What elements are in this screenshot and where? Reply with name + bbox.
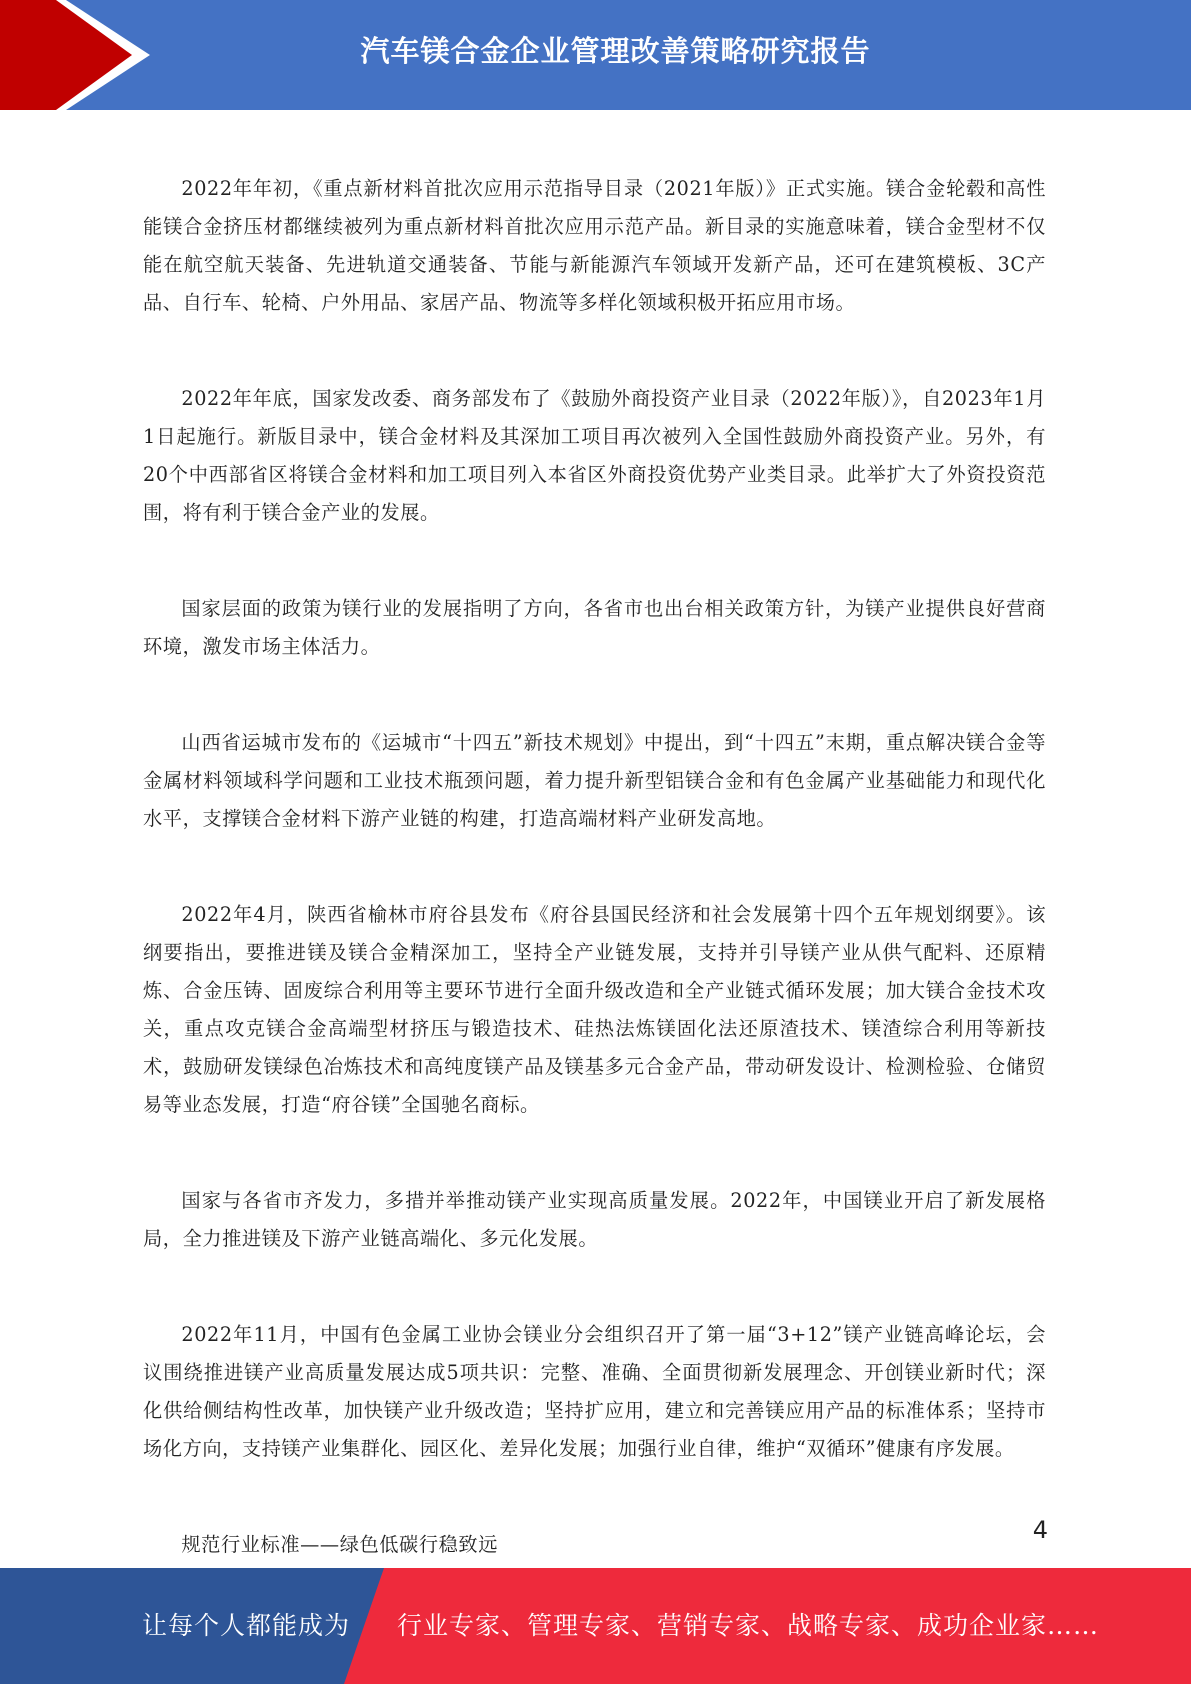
- footer-banner: [0, 1568, 1191, 1684]
- paragraph: 2022年4月，陕西省榆林市府谷县发布《府谷县国民经济和社会发展第十四个五年规划纲要》。该纲要指出，要推进镁及镁合金精深加工，坚持全产业链发展，支持并引导镁产业从供气配料、还原精炼、合金压铸、固废综合利用等主要环节进行全面升级改造和全产业链式循环发展；加大镁合金技术攻关，重点攻克镁合金高端型材挤压与锻造技术、硅热法炼镁固化法还原渣技术、镁渣综合利用等新技术，鼓励研发镁绿色冶炼技术和高纯度镁产品及镁基多元合金产品，带动研发设计、检测检验、仓储贸易等业态发展，打造“府谷镁”全国驰名商标。: [143, 903, 1046, 1116]
- header-banner: [0, 0, 1191, 110]
- paragraph: 2022年年初，《重点新材料首批次应用示范指导目录（2021年版）》正式实施。镁合金轮毂和高性能镁合金挤压材都继续被列为重点新材料首批次应用示范产品。新目录的实施意味着，镁合金型材不仅能在航空航天装备、先进轨道交通装备、节能与新能源汽车领域开发新产品，还可在建筑模板、3C产品、自行车、轮椅、户外用品、家居产品、物流等多样化领域积极开拓应用市场。: [143, 177, 1046, 314]
- document-body: [143, 170, 1046, 1564]
- paragraph: 山西省运城市发布的《运城市“十四五”新技术规划》中提出，到“十四五”末期，重点解决镁合金等金属材料领域科学问题和工业技术瓶颈问题，着力提升新型铝镁合金和有色金属产业基础能力和现代化水平，支撑镁合金材料下游产业链的构建，打造高端材料产业研发高地。: [143, 731, 1046, 830]
- paragraph: 2022年年底，国家发改委、商务部发布了《鼓励外商投资产业目录（2022年版）》，自2023年1月1日起施行。新版目录中，镁合金材料及其深加工项目再次被列入全国性鼓励外商投资产业。另外，有20个中西部省区将镁合金材料和加工项目列入本省区外商投资优势产业类目录。此举扩大了外资投资范围，将有利于镁合金产业的发展。: [143, 387, 1046, 524]
- page-number: 4: [1032, 1516, 1048, 1544]
- footer-slogan-right: 行业专家、管理专家、营销专家、战略专家、成功企业家……: [397, 1611, 1100, 1640]
- paragraph: 国家与各省市齐发力，多措并举推动镁产业实现高质量发展。2022年，中国镁业开启了新发展格局，全力推进镁及下游产业链高端化、多元化发展。: [143, 1189, 1046, 1250]
- paragraph: 2022年11月，中国有色金属工业协会镁业分会组织召开了第一届“3+12”镁产业链高峰论坛，会议围绕推进镁产业高质量发展达成5项共识：完整、准确、全面贯彻新发展理念、开创镁业新时代；深化供给侧结构性改革，加快镁产业升级改造；坚持扩应用，建立和完善镁应用产品的标准体系；坚持市场化方向，支持镁产业集群化、园区化、差异化发展；加强行业自律，维护“双循环”健康有序发展。: [143, 1323, 1046, 1460]
- paragraph: 国家层面的政策为镁行业的发展指明了方向，各省市也出台相关政策方针，为镁产业提供良好营商环境，激发市场主体活力。: [143, 597, 1046, 658]
- report-title: 汽车镁合金企业管理改善策略研究报告: [360, 34, 871, 68]
- footer-slogan-left: 让每个人都能成为: [142, 1611, 351, 1640]
- section-heading: 规范行业标准——绿色低碳行稳致远: [181, 1533, 498, 1556]
